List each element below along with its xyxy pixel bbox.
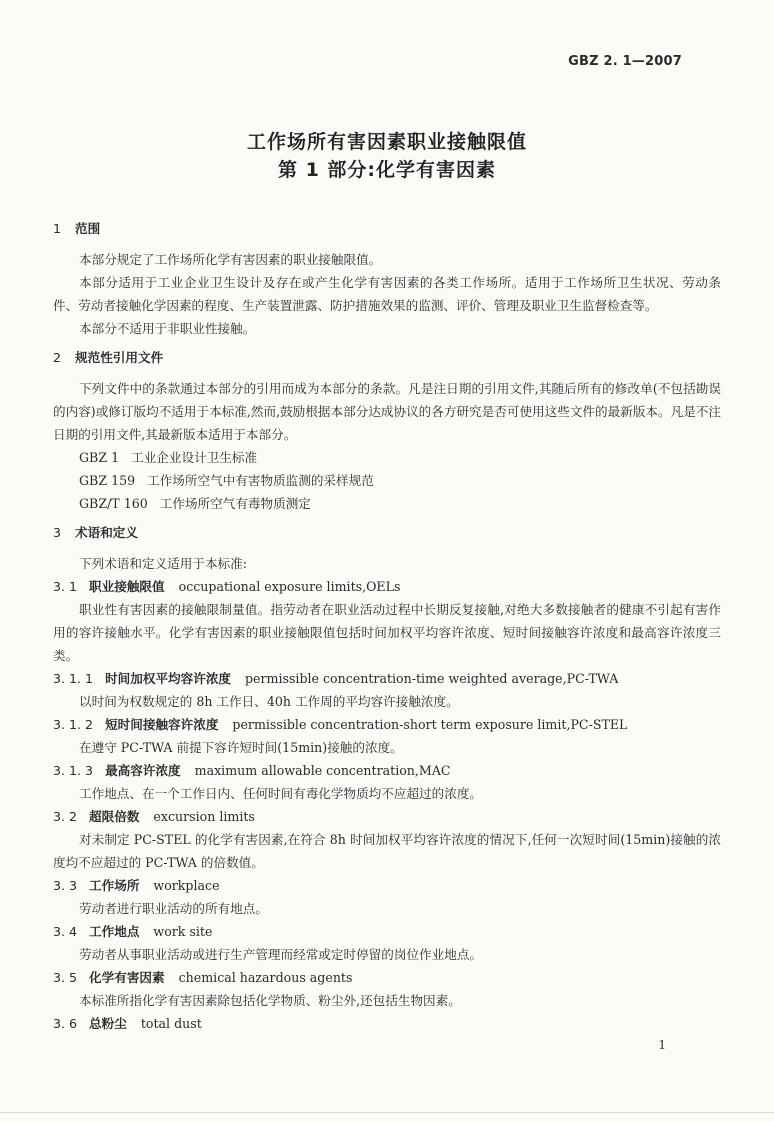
document-subtitle: 第 1 部分:化学有害因素 xyxy=(277,159,497,181)
term-definition: 劳动者进行职业活动的所有地点。 xyxy=(79,901,268,916)
reference-item: GBZ 159 工作场所空气中有害物质监测的采样规范 xyxy=(79,473,374,488)
page-number: 1 xyxy=(658,1038,666,1052)
term-definition: 对未制定 PC-STEL 的化学有害因素,在符合 8h 时间加权平均容许浓度的情况下,任何一次短时间(15min)接触的浓度均不应超过的 PC-TWA 的倍数值。 xyxy=(53,832,721,870)
term-definition: 工作地点、在一个工作日内、任何时间有毒化学物质均不应超过的浓度。 xyxy=(79,786,482,801)
paragraph: 本部分适用于工业企业卫生设计及存在或产生化学有害因素的各类工作场所。适用于工作场所卫生状况、劳动条件、劳动者接触化学因素的程度、生产装置泄露、防护措施效果的监测、评价、管理及职业卫生监督检查等。 xyxy=(53,275,721,313)
page-bottom-edge xyxy=(0,1112,774,1113)
term-definition: 在遵守 PC-TWA 前提下容许短时间(15min)接触的浓度。 xyxy=(79,740,403,755)
reference-item: GBZ 1 工业企业设计卫生标准 xyxy=(79,450,258,465)
standard-code: GBZ 2. 1—2007 xyxy=(568,54,682,69)
reference-item: GBZ/T 160 工作场所空气有毒物质测定 xyxy=(79,496,311,511)
document-title: 工作场所有害因素职业接触限值 xyxy=(246,131,527,153)
paragraph: 本部分规定了工作场所化学有害因素的职业接触限值。 xyxy=(79,252,382,267)
paragraph: 下列术语和定义适用于本标准: xyxy=(79,556,247,571)
section-heading-normative-references: 2 规范性引用文件 xyxy=(53,350,164,365)
document-body xyxy=(53,211,721,1035)
term-heading: 3. 3 工作场所 workplace xyxy=(53,878,220,893)
term-definition: 以时间为权数规定的 8h 工作日、40h 工作周的平均容许接触浓度。 xyxy=(79,694,459,709)
term-definition: 劳动者从事职业活动或进行生产管理而经常或定时停留的岗位作业地点。 xyxy=(79,947,482,962)
paragraph: 本部分不适用于非职业性接触。 xyxy=(79,321,256,336)
term-heading: 3. 1 职业接触限值 occupational exposure limits,OELs xyxy=(53,579,401,594)
term-heading: 3. 2 超限倍数 excursion limits xyxy=(53,809,255,824)
term-heading: 3. 1. 2 短时间接触容许浓度 permissible concentration-short term exposure limit,PC-STEL xyxy=(53,717,628,732)
term-heading: 3. 1. 3 最高容许浓度 maximum allowable concentration,MAC xyxy=(53,763,451,778)
paragraph: 下列文件中的条款通过本部分的引用而成为本部分的条款。凡是注日期的引用文件,其随后所有的修改单(不包括勘误的内容)或修订版均不适用于本标准,然而,鼓励根据本部分达成协议的各方研究是否可使用这些文件的最新版本。凡是不注日期的引用文件,其最新版本适用于本部分。 xyxy=(53,381,721,442)
term-definition: 本标准所指化学有害因素除包括化学物质、粉尘外,还包括生物因素。 xyxy=(79,993,461,1008)
term-heading: 3. 4 工作地点 work site xyxy=(53,924,213,939)
term-heading: 3. 6 总粉尘 total dust xyxy=(53,1016,202,1031)
term-heading: 3. 5 化学有害因素 chemical hazardous agents xyxy=(53,970,353,985)
term-heading: 3. 1. 1 时间加权平均容许浓度 permissible concentration-time weighted average,PC-TWA xyxy=(53,671,619,686)
section-heading-terms: 3 术语和定义 xyxy=(53,525,138,540)
term-definition: 职业性有害因素的接触限制量值。指劳动者在职业活动过程中长期反复接触,对绝大多数接触者的健康不引起有害作用的容许接触水平。化学有害因素的职业接触限值包括时间加权平均容许浓度、短时间接触容许浓度和最高容许浓度三类。 xyxy=(53,602,721,663)
section-heading-scope: 1 范围 xyxy=(53,221,101,236)
